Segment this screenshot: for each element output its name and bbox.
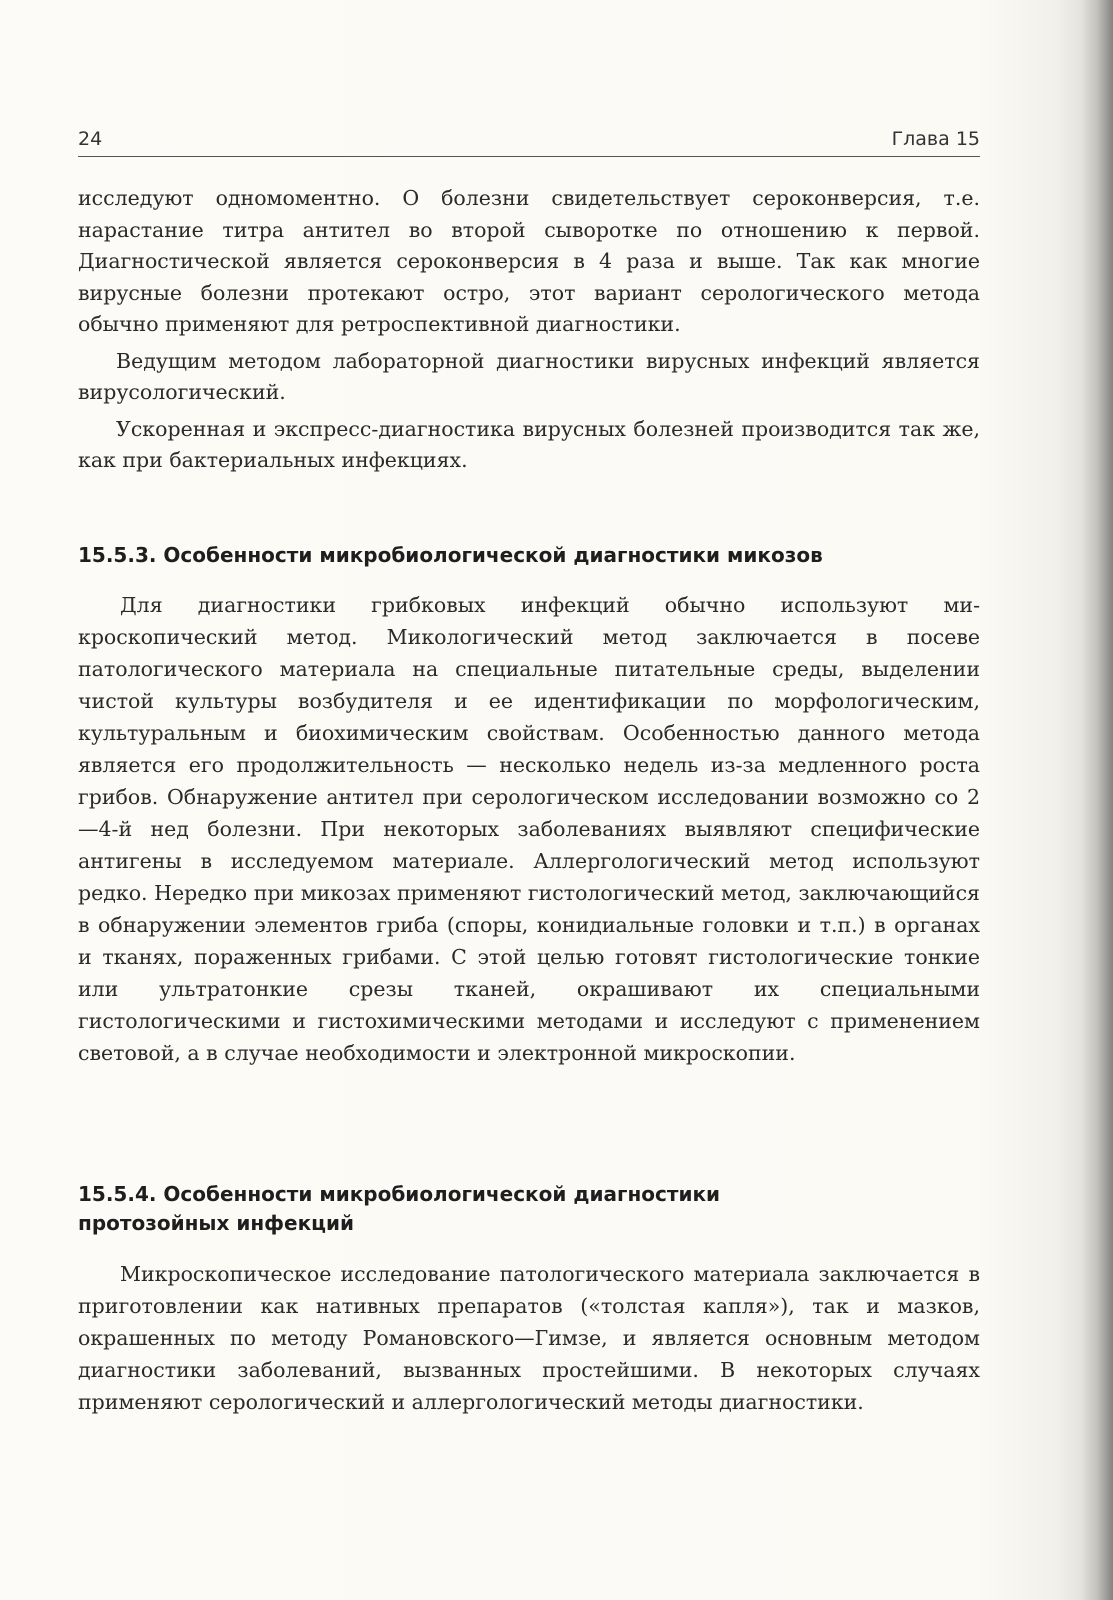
section-heading: 15.5.3. Особенности микробиологической диагностики микозов <box>78 543 823 567</box>
section-body <box>78 1258 980 1418</box>
section-body <box>78 589 980 1069</box>
paragraph: Для диагностики грибковых инфекций обычно используют микроскопический метод. Микологический метод заключается в посеве патологического материала на специальные питательные среды, выделении чистой культуры возбудителя и ее идентификации по морфологическим, культуральным и биохимическим свойствам. Особенностью данного метода является его продолжительность — несколько недель из-за медленного роста грибов. Обнаружение антител при серологическом исследовании возможно со 2—4-й нед болезни. При некоторых заболеваниях выявляют специфические антигены в исследуемом материале. Аллергологический метод используют редко. Нередко при микозах применяют гистологический метод, заключающийся в обнаружении элементов гриба (споры, конидиальные головки и т.п.) в органах и тканях, пораженных грибами. С этой целью готовят гистологические тонкие или ультратонкие срезы тканей, окрашивают их специальными гистологическими и гистохимическими методами и исследуют с применением световой, а в случае необходимости и электронной микроскопии. <box>78 593 980 1065</box>
section-heading <box>78 1180 980 1238</box>
paragraph: Микроскопическое исследование патологического материала заключается в приготовлении как нативных препаратов («толстая капля»), так и мазков, окрашенных по методу Романовского—Гимзе, и является основным методом диагностики заболеваний, вызванных простейшими. В некоторых случаях применяют серологический и аллергологический методы диагностики. <box>78 1262 980 1414</box>
page-binding-shadow <box>1081 0 1113 1600</box>
section-heading-line: 15.5.4. Особенности микробиологической диагностики <box>78 1182 721 1206</box>
paragraph: Ускоренная и экспресс-диагностика вирусных болезней производится так же, как при бактериальных инфекциях. <box>78 416 980 472</box>
paragraph: исследуют одномоментно. О болезни свидетельствует сероконверсия, т.е. нарастание титра антител во второй сыворотке по отношению к первой. Диагностической является сероконверсия в 4 раза и выше. Так как многие вирусные болезни протекают остро, этот вариант серологического метода обычно применяют для ретроспективной диагностики. <box>78 186 980 336</box>
chapter-label: Глава 15 <box>891 128 980 150</box>
page-number: 24 <box>78 128 103 150</box>
intro-text <box>78 183 980 477</box>
paragraph: Ведущим методом лабораторной диагностики вирусных инфекций является вирусологический. <box>78 348 980 404</box>
section-heading-line: протозойных инфекций <box>78 1211 355 1235</box>
running-head <box>78 128 980 157</box>
